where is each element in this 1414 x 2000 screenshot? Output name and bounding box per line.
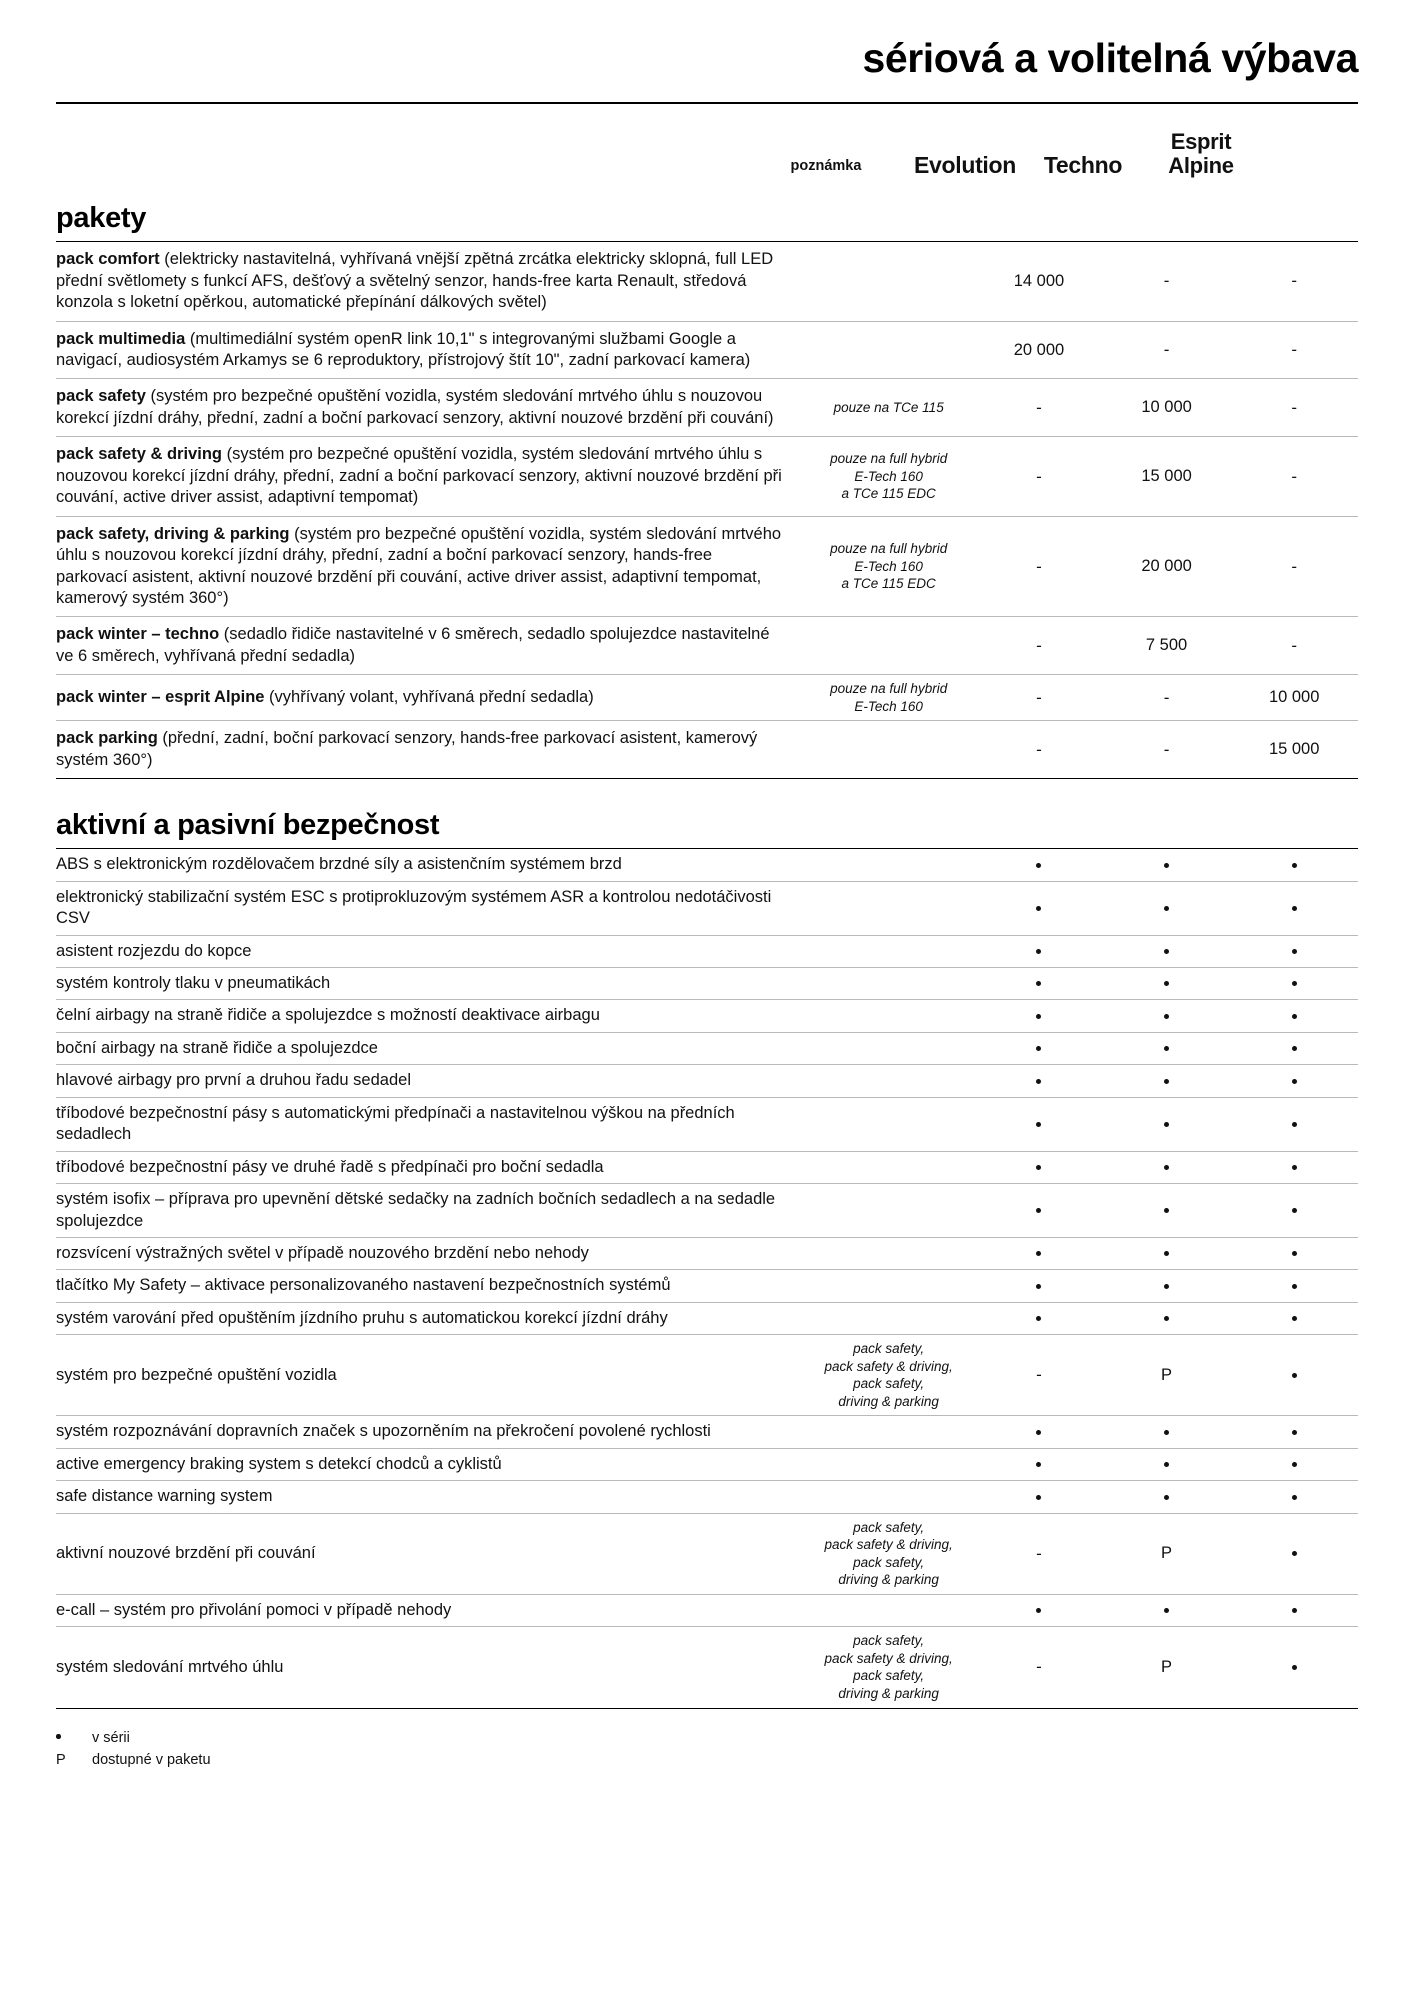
feature-description: pack safety & driving (systém pro bezpečné opuštění vozidla, systém sledování mrtvého úhlu s nouzovou korekcí jízdní dráhy, přední, zadní a boční parkovací senzory, aktivní nouzové brzdění při couvání, active driver assist, adaptivní tempomat) [56,437,802,516]
value-esprit-alpine [1230,1270,1358,1302]
not-available-dash: - [1036,397,1042,417]
not-available-dash: - [1036,635,1042,655]
standard-dot-icon [1292,1608,1297,1613]
value-evolution [975,437,1103,516]
value-esprit-alpine [1230,516,1358,617]
value-esprit-alpine [1230,321,1358,379]
not-available-dash: - [1036,556,1042,576]
not-available-dash: - [1291,271,1298,291]
table-row [56,1151,1358,1183]
feature-description: rozsvícení výstražných světel v případě nouzového brzdění nebo nehody [56,1237,802,1269]
table-row [56,321,1358,379]
legend-item [56,1727,1358,1749]
value-esprit-alpine [1230,935,1358,967]
column-header-esprit-alpine [1142,130,1260,178]
standard-dot-icon [1164,1316,1169,1321]
value-esprit-alpine [1230,1481,1358,1513]
legend-symbol [56,1727,92,1749]
section-title-bezpecnost: aktivní a pasivní bezpečnost [56,809,440,842]
value-esprit-alpine [1230,1627,1358,1708]
value-evolution: 14 000 [975,242,1103,321]
column-header-note: poznámka [790,158,862,175]
standard-dot-icon [1036,981,1041,986]
value-esprit-alpine [1230,1237,1358,1269]
table-row [56,437,1358,516]
value-techno [1103,675,1231,721]
column-header-row [56,104,1358,186]
table-row [56,1594,1358,1626]
standard-dot-icon [1292,1208,1297,1213]
feature-description: systém varování před opuštěním jízdního pruhu s automatickou korekcí jízdní dráhy [56,1302,802,1334]
feature-note [802,1151,975,1183]
feature-description: systém kontroly tlaku v pneumatikách [56,968,802,1000]
feature-description: hlavové airbagy pro první a druhou řadu sedadel [56,1065,802,1097]
standard-dot-icon [1164,1462,1169,1467]
standard-dot-icon [1164,1251,1169,1256]
feature-note [802,617,975,675]
table-pakety [56,241,1358,779]
standard-dot-icon [1292,1284,1297,1289]
standard-dot-icon [1036,1284,1041,1289]
feature-description: e-call – systém pro přivolání pomoci v případě nehody [56,1594,802,1626]
not-available-dash: - [1163,739,1170,759]
not-available-dash: - [1036,1365,1042,1385]
feature-description: pack safety, driving & parking (systém pro bezpečné opuštění vozidla, systém sledování mrtvého úhlu s nouzovou korekcí jízdní dráhy, přední, zadní a boční parkovací senzory, hands-free parkovací asistent, aktivní nouzové brzdění při couvání, active driver assist, adaptivní tempomat, kamerový systém 360°) [56,516,802,617]
table-bezpecnost [56,848,1358,1708]
table-body-bezpecnost [56,849,1358,1708]
feature-description: pack comfort (elektricky nastavitelná, vyhřívaná vnější zpětná zrcátka elektricky sklopná, full LED přední světlomety s funkcí AFS, dešťový a světelný senzor, hands-free karta Renault, středová konzola s loketní opěrkou, automatické přepínání dálkových světel) [56,242,802,321]
value-esprit-alpine [1230,1594,1358,1626]
value-esprit-alpine [1230,968,1358,1000]
value-evolution [975,1416,1103,1448]
standard-dot-icon [1292,981,1297,986]
standard-dot-icon [1164,1608,1169,1613]
value-evolution [975,849,1103,881]
standard-dot-icon [1164,1495,1169,1500]
value-techno: 20 000 [1103,516,1231,617]
table-row [56,1335,1358,1416]
value-evolution [975,1097,1103,1151]
standard-dot-icon [1292,1373,1297,1378]
value-esprit-alpine [1230,1416,1358,1448]
legend-symbol: P [56,1752,66,1769]
feature-description: safe distance warning system [56,1481,802,1513]
value-techno [1103,1097,1231,1151]
not-available-dash: - [1163,340,1170,360]
not-available-dash: - [1036,739,1042,759]
value-evolution [975,1448,1103,1480]
not-available-dash: - [1036,466,1042,486]
standard-dot-icon [1292,1665,1297,1670]
table-row [56,675,1358,721]
feature-description: systém isofix – příprava pro upevnění dětské sedačky na zadních bočních sedadlech a na sedadle spolujezdce [56,1184,802,1238]
legend [56,1727,1358,1772]
value-evolution [975,1627,1103,1708]
feature-description: ABS s elektronickým rozdělovačem brzdné síly a asistenčním systémem brzd [56,849,802,881]
feature-description: pack safety (systém pro bezpečné opuštění vozidla, systém sledování mrtvého úhlu s nouzovou korekcí jízdní dráhy, přední, zadní a boční parkovací senzory, aktivní nouzové brzdění při couvání) [56,379,802,437]
standard-dot-icon [56,1734,61,1739]
document-header [56,36,1358,92]
standard-dot-icon [1036,863,1041,868]
feature-name: pack safety [56,387,146,406]
feature-note [802,1184,975,1238]
feature-note [802,321,975,379]
value-techno: P [1103,1513,1231,1594]
feature-note [802,1270,975,1302]
standard-dot-icon [1164,906,1169,911]
value-techno [1103,321,1231,379]
value-techno [1103,1594,1231,1626]
feature-note [802,1032,975,1064]
table-row [56,1416,1358,1448]
feature-description: asistent rozjezdu do kopce [56,935,802,967]
standard-dot-icon [1164,981,1169,986]
table-row [56,1032,1358,1064]
table-row [56,1237,1358,1269]
table-row [56,516,1358,617]
value-esprit-alpine [1230,617,1358,675]
table-row [56,968,1358,1000]
column-header-esprit-line1: Esprit [1170,128,1232,154]
feature-note: pack safety, pack safety & driving, pack safety, driving & parking [802,1513,975,1594]
legend-text: v sérii [92,1729,130,1746]
value-esprit-alpine [1230,1065,1358,1097]
standard-dot-icon [1292,1462,1297,1467]
value-techno [1103,935,1231,967]
standard-dot-icon [1292,1251,1297,1256]
standard-dot-icon [1036,1430,1041,1435]
standard-dot-icon [1036,1165,1041,1170]
value-techno [1103,242,1231,321]
table-row [56,242,1358,321]
value-esprit-alpine: 15 000 [1230,721,1358,779]
value-esprit-alpine [1230,881,1358,935]
not-available-dash: - [1036,687,1042,707]
table-row [56,1270,1358,1302]
standard-dot-icon [1036,1208,1041,1213]
table-row [56,881,1358,935]
table-row [56,721,1358,779]
value-esprit-alpine [1230,849,1358,881]
value-evolution [975,1302,1103,1334]
table-row [56,935,1358,967]
value-techno [1103,1416,1231,1448]
not-available-dash: - [1036,1657,1042,1677]
standard-dot-icon [1036,1079,1041,1084]
standard-dot-icon [1292,1165,1297,1170]
table-row [56,1448,1358,1480]
standard-dot-icon [1036,1046,1041,1051]
standard-dot-icon [1036,1495,1041,1500]
value-evolution [975,675,1103,721]
value-evolution [975,1270,1103,1302]
value-evolution [975,1000,1103,1032]
feature-note [802,1065,975,1097]
value-esprit-alpine [1230,1448,1358,1480]
standard-dot-icon [1292,1014,1297,1019]
not-available-dash: - [1291,340,1298,360]
feature-note: pouze na TCe 115 [802,379,975,437]
value-techno [1103,1448,1231,1480]
value-techno [1103,721,1231,779]
standard-dot-icon [1036,906,1041,911]
value-techno [1103,1151,1231,1183]
standard-dot-icon [1164,1284,1169,1289]
standard-dot-icon [1164,1122,1169,1127]
value-evolution [975,935,1103,967]
legend-item [56,1749,1358,1771]
feature-name: pack parking [56,729,158,748]
feature-note [802,881,975,935]
feature-description: pack multimedia (multimediální systém openR link 10,1" s integrovanými službami Google a navigací, audiosystém Arkamys se 6 reproduktory, přístrojový štít 10", zadní parkovací kamera) [56,321,802,379]
column-header-techno: Techno [1043,151,1123,178]
feature-note [802,968,975,1000]
value-evolution [975,721,1103,779]
standard-dot-icon [1292,1551,1297,1556]
feature-note [802,849,975,881]
table-row [56,849,1358,881]
feature-name: pack safety, driving & parking [56,524,290,543]
value-evolution [975,1481,1103,1513]
value-evolution [975,968,1103,1000]
value-esprit-alpine [1230,1335,1358,1416]
value-evolution [975,1151,1103,1183]
standard-dot-icon [1036,949,1041,954]
standard-dot-icon [1036,1014,1041,1019]
standard-dot-icon [1036,1251,1041,1256]
section-title-pakety: pakety [56,202,147,235]
feature-note: pouze na full hybrid E-Tech 160 a TCe 115 EDC [802,516,975,617]
feature-description: pack parking (přední, zadní, boční parkovací senzory, hands-free parkovací asistent, kamerový systém 360°) [56,721,802,779]
feature-description: systém pro bezpečné opuštění vozidla [56,1335,802,1416]
standard-dot-icon [1292,1079,1297,1084]
not-available-dash: - [1291,466,1298,486]
feature-note [802,1097,975,1151]
standard-dot-icon [1292,1046,1297,1051]
value-esprit-alpine [1230,1000,1358,1032]
value-evolution [975,1594,1103,1626]
feature-note [802,1481,975,1513]
feature-description: systém rozpoznávání dopravních značek s upozorněním na překročení povolené rychlosti [56,1416,802,1448]
value-esprit-alpine [1230,1513,1358,1594]
value-evolution [975,1237,1103,1269]
value-techno [1103,849,1231,881]
not-available-dash: - [1291,556,1298,576]
table-row [56,379,1358,437]
standard-dot-icon [1036,1316,1041,1321]
value-techno: P [1103,1627,1231,1708]
feature-description: pack winter – esprit Alpine (vyhřívaný volant, vyhřívaná přední sedadla) [56,675,802,721]
table-row [56,1481,1358,1513]
feature-description: elektronický stabilizační systém ESC s protiprokluzovým systémem ASR a kontrolou nedotáčivosti CSV [56,881,802,935]
standard-dot-icon [1164,1430,1169,1435]
feature-note: pouze na full hybrid E-Tech 160 [802,675,975,721]
standard-dot-icon [1164,1208,1169,1213]
feature-name: pack winter – techno [56,625,220,644]
value-techno [1103,881,1231,935]
standard-dot-icon [1292,1122,1297,1127]
column-header-esprit-line2: Alpine [1168,153,1234,179]
feature-note: pack safety, pack safety & driving, pack safety, driving & parking [802,1335,975,1416]
legend-text: dostupné v paketu [92,1752,211,1769]
standard-dot-icon [1164,1046,1169,1051]
feature-note [802,242,975,321]
table-body-pakety [56,242,1358,779]
feature-note: pouze na full hybrid E-Tech 160 a TCe 115 EDC [802,437,975,516]
value-esprit-alpine [1230,1097,1358,1151]
standard-dot-icon [1164,1014,1169,1019]
value-techno: 7 500 [1103,617,1231,675]
value-techno [1103,1032,1231,1064]
feature-note [802,935,975,967]
value-esprit-alpine [1230,1032,1358,1064]
value-esprit-alpine [1230,379,1358,437]
feature-note [802,721,975,779]
table-row [56,1065,1358,1097]
not-available-dash: - [1291,397,1298,417]
feature-note [802,1416,975,1448]
standard-dot-icon [1036,1122,1041,1127]
value-techno [1103,1302,1231,1334]
page-title: sériová a volitelná výbava [862,35,1358,81]
not-available-dash: - [1291,635,1298,655]
standard-dot-icon [1036,1608,1041,1613]
value-techno [1103,968,1231,1000]
standard-dot-icon [1164,1079,1169,1084]
value-esprit-alpine [1230,1184,1358,1238]
feature-description: systém sledování mrtvého úhlu [56,1627,802,1708]
feature-note [802,1594,975,1626]
feature-name: pack safety & driving [56,445,222,464]
value-evolution [975,1065,1103,1097]
standard-dot-icon [1292,906,1297,911]
value-esprit-alpine [1230,1302,1358,1334]
value-evolution [975,379,1103,437]
feature-description: čelní airbagy na straně řidiče a spolujezdce s možností deaktivace airbagu [56,1000,802,1032]
table-row [56,1000,1358,1032]
feature-description: active emergency braking system s detekcí chodců a cyklistů [56,1448,802,1480]
feature-description: aktivní nouzové brzdění při couvání [56,1513,802,1594]
feature-note [802,1448,975,1480]
value-techno [1103,1065,1231,1097]
value-techno [1103,1000,1231,1032]
table-row [56,1184,1358,1238]
value-evolution [975,1335,1103,1416]
value-evolution [975,617,1103,675]
value-evolution [975,881,1103,935]
value-techno [1103,1270,1231,1302]
value-techno: 10 000 [1103,379,1231,437]
column-header-evolution: Evolution [913,151,1017,178]
value-evolution [975,516,1103,617]
feature-note [802,1000,975,1032]
standard-dot-icon [1292,1430,1297,1435]
table-row [56,1097,1358,1151]
standard-dot-icon [1292,863,1297,868]
value-evolution [975,1513,1103,1594]
value-esprit-alpine [1230,242,1358,321]
value-esprit-alpine [1230,1151,1358,1183]
value-evolution: 20 000 [975,321,1103,379]
value-techno [1103,1184,1231,1238]
not-available-dash: - [1163,271,1170,291]
standard-dot-icon [1292,949,1297,954]
value-esprit-alpine [1230,437,1358,516]
value-techno [1103,1481,1231,1513]
table-row [56,617,1358,675]
not-available-dash: - [1163,687,1170,707]
standard-dot-icon [1164,863,1169,868]
value-evolution [975,1184,1103,1238]
feature-name: pack comfort [56,250,160,269]
standard-dot-icon [1292,1495,1297,1500]
value-evolution [975,1032,1103,1064]
not-available-dash: - [1036,1543,1042,1563]
value-techno: 15 000 [1103,437,1231,516]
feature-description: boční airbagy na straně řidiče a spolujezdce [56,1032,802,1064]
feature-description: tlačítko My Safety – aktivace personalizovaného nastavení bezpečnostních systémů [56,1270,802,1302]
value-techno [1103,1237,1231,1269]
standard-dot-icon [1164,1165,1169,1170]
feature-name: pack multimedia [56,329,186,348]
value-techno: P [1103,1335,1231,1416]
feature-description: tříbodové bezpečnostní pásy s automatickými předpínači a nastavitelnou výškou na předních sedadlech [56,1097,802,1151]
table-row [56,1627,1358,1708]
feature-description: tříbodové bezpečnostní pásy ve druhé řadě s předpínači pro boční sedadla [56,1151,802,1183]
table-row [56,1302,1358,1334]
feature-note [802,1302,975,1334]
table-row [56,1513,1358,1594]
feature-name: pack winter – esprit Alpine [56,688,265,707]
feature-description: pack winter – techno (sedadlo řidiče nastavitelné v 6 směrech, sedadlo spolujezdce nastavitelné ve 6 směrech, vyhřívaná přední sedadla) [56,617,802,675]
standard-dot-icon [1036,1462,1041,1467]
standard-dot-icon [1292,1316,1297,1321]
value-esprit-alpine: 10 000 [1230,675,1358,721]
feature-note: pack safety, pack safety & driving, pack safety, driving & parking [802,1627,975,1708]
feature-note [802,1237,975,1269]
standard-dot-icon [1164,949,1169,954]
